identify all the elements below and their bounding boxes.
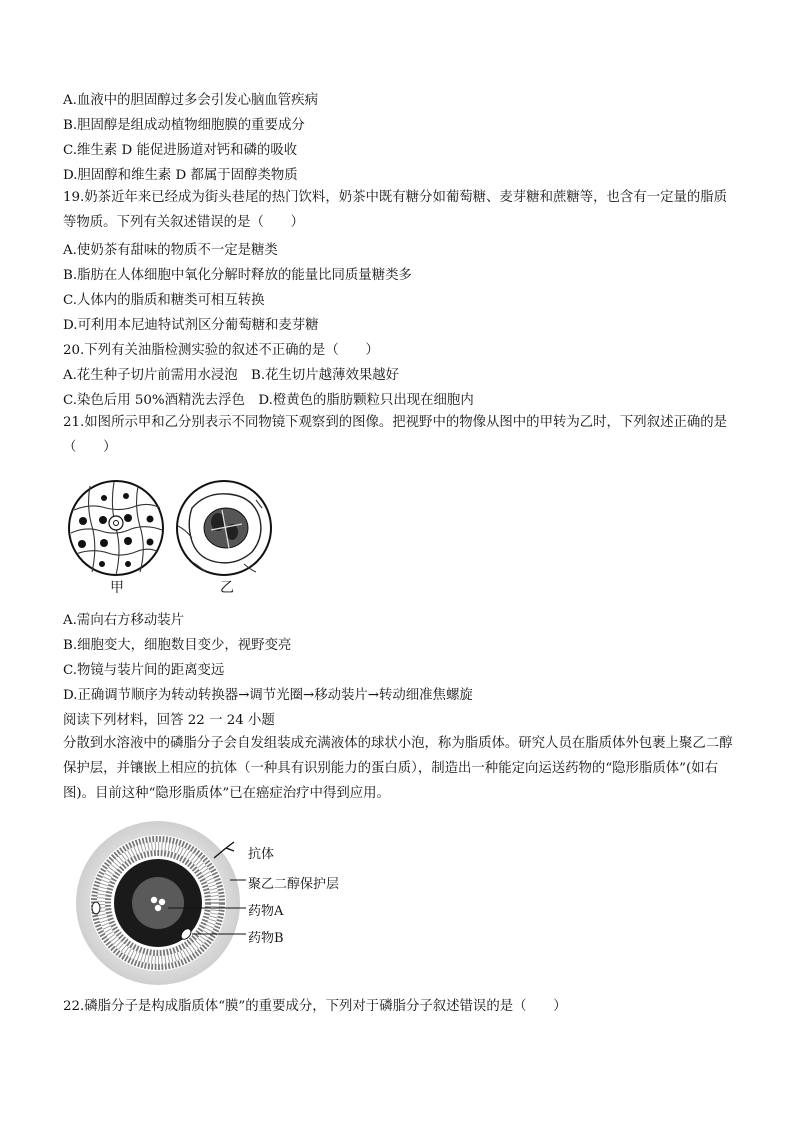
- q21-option-c: C.物镜与装片间的距离变远: [63, 663, 225, 678]
- q21-option-d: D.正确调节顺序为转动转换器→调节光圈→移动装片→转动细准焦螺旋: [63, 688, 473, 703]
- q18-option-c: C.维生素 D 能促进肠道对钙和磷的吸收: [63, 143, 298, 158]
- q20-options-ab: A.花生种子切片前需用水浸泡 B.花生切片越薄效果越好: [63, 368, 400, 383]
- microscope-figure: [66, 478, 276, 582]
- view-yi-image: [177, 481, 271, 575]
- view-jia-label: 甲: [110, 580, 124, 596]
- view-jia-image: [69, 481, 163, 575]
- q19-option-a: A.使奶茶有甜味的物质不一定是糖类: [63, 243, 278, 258]
- q18-option-a: A.血液中的胆固醇过多会引发心脑血管疾病: [63, 93, 318, 108]
- drug-a-label: 药物A: [248, 904, 284, 919]
- q20-options-cd: C.染色后用 50%酒精洗去浮色 D.橙黄色的脂肪颗粒只出现在细胞内: [63, 393, 474, 408]
- q18-option-b: B.胆固醇是组成动植物细胞膜的重要成分: [63, 118, 305, 133]
- reading-intro: 阅读下列材料，回答 22 一 24 小题: [63, 713, 275, 728]
- q19-stem: 19.奶茶近年来已经成为街头巷尾的热门饮料，奶茶中既有糖分如葡萄糖、麦芽糖和蔗糖等，也含有一定量的脂质等物质。下列有关叙述错误的是（ ）: [63, 190, 728, 230]
- liposome-diagram: [68, 818, 248, 988]
- q21-option-a: A.需向右方移动装片: [63, 613, 185, 628]
- antibody-label: 抗体: [248, 847, 275, 862]
- q19-option-b: B.脂肪在人体细胞中氧化分解时释放的能量比同质量糖类多: [63, 268, 412, 283]
- q21-option-b: B.细胞变大，细胞数目变少，视野变亮: [63, 638, 292, 653]
- q20-stem: 20.下列有关油脂检测实验的叙述不正确的是（ ）: [63, 343, 379, 358]
- view-yi-label: 乙: [220, 580, 234, 596]
- q18-option-d: D.胆固醇和维生素 D 都属于固醇类物质: [63, 168, 298, 183]
- reading-passage: 分散到水溶液中的磷脂分子会自发组装成充满液体的球状小泡，称为脂质体。研究人员在脂质体外包裹上聚乙二醇保护层，并镶嵌上相应的抗体（一种具有识别能力的蛋白质），制造出一种能定向运送药物的“隐形脂质体”(如右图)。目前这种“隐形脂质体”已在癌症治疗中得到应用。: [63, 736, 733, 801]
- q22-stem: 22.磷脂分子是构成脂质体“膜”的重要成分，下列对于磷脂分子叙述错误的是（ ）: [63, 999, 567, 1014]
- peg-layer-label: 聚乙二醇保护层: [248, 877, 340, 892]
- q19-option-c: C.人体内的脂质和糖类可相互转换: [63, 293, 265, 308]
- drug-b-label: 药物B: [248, 931, 284, 946]
- q21-stem: 21.如图所示甲和乙分别表示不同物镜下观察到的图像。把视野中的物像从图中的甲转为乙时，下列叙述正确的是（ ）: [63, 415, 728, 455]
- q19-option-d: D.可利用本尼迪特试剂区分葡萄糖和麦芽糖: [63, 318, 319, 333]
